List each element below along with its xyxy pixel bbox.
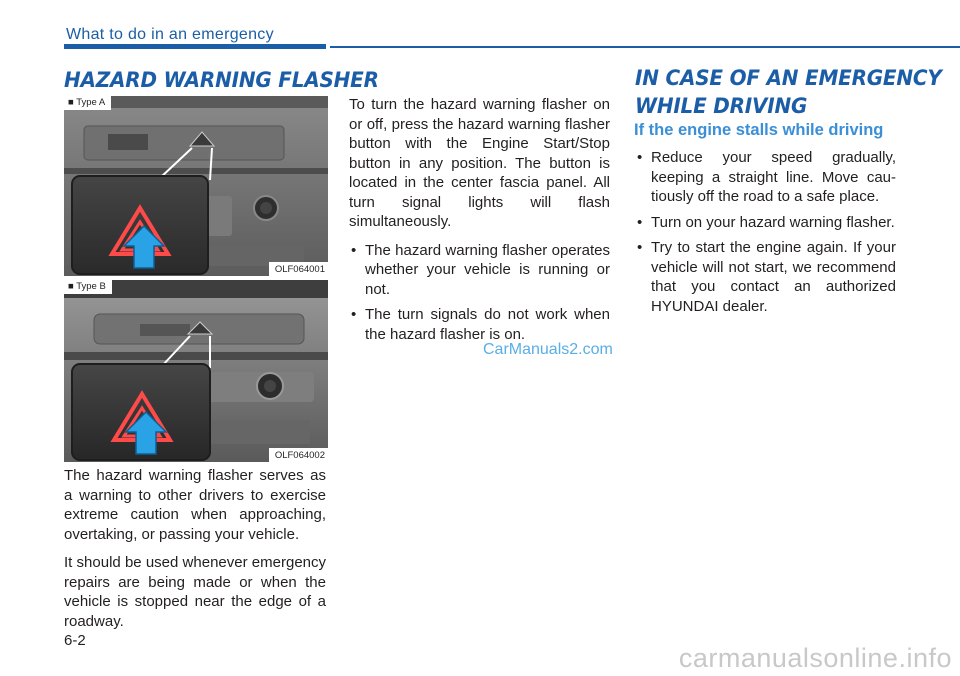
- engine-stalls-subtitle: If the engine stalls while driving: [634, 121, 884, 139]
- watermark: CarManuals2.com: [483, 341, 613, 358]
- emergency-bullet-list: [635, 148, 896, 316]
- list-item: • Try to start the engine again. If your vehicle will not start, we recommend that you contact an authorized HYUNDAI dealer.: [637, 239, 896, 315]
- list-item: • The turn signals do not work when the hazard flasher is on.: [351, 306, 610, 343]
- paragraph: The hazard warning flasher serves as a warning to other drivers to exercise extreme caution when approaching, overtaking, or passing your vehicle.: [64, 467, 326, 543]
- paragraph: To turn the hazard warning flasher on or off, press the hazard warning flasher button with the Engine Start/Stop button in any position. The button is located in the center fascia panel. All turn signal lights will flash simultaneously.: [349, 96, 610, 230]
- page-number: 6-2: [64, 632, 86, 649]
- paragraph: It should be used whenever emergency repairs are being made or when the vehicle is stopped near the edge of a roadway.: [64, 554, 326, 630]
- header-rule-thin: [330, 46, 960, 48]
- section-title: What to do in an emergency: [66, 26, 274, 43]
- footer-url: carmanualsonline.info: [678, 643, 952, 673]
- list-item: • The hazard warning flasher operates whether your vehicle is running or not.: [351, 241, 610, 298]
- list-item: • Reduce your speed gradually, keeping a straight line. Move cautiously off the road to a safe place.: [637, 149, 896, 205]
- type-a-label: ■ Type A: [64, 96, 111, 110]
- hazard-warning-flasher-title: HAZARD WARNING FLASHER: [64, 68, 379, 92]
- photo-type-b: [64, 280, 328, 462]
- hazard-intro-text: [64, 466, 326, 640]
- image-code-b: OLF064002: [269, 448, 328, 462]
- hazard-bullet-list: [349, 241, 610, 345]
- type-b-label: ■ Type B: [64, 280, 112, 294]
- emergency-text: [635, 148, 896, 322]
- hazard-operation-text: [349, 95, 610, 350]
- list-item: • Turn on your hazard warning flasher.: [637, 213, 895, 231]
- image-code-a: OLF064001: [269, 262, 328, 276]
- photo-type-a: [64, 96, 328, 276]
- emergency-title: IN CASE OF AN EMERGENCY WHILE DRIVING: [635, 66, 942, 118]
- header-rule-thick: [64, 44, 326, 49]
